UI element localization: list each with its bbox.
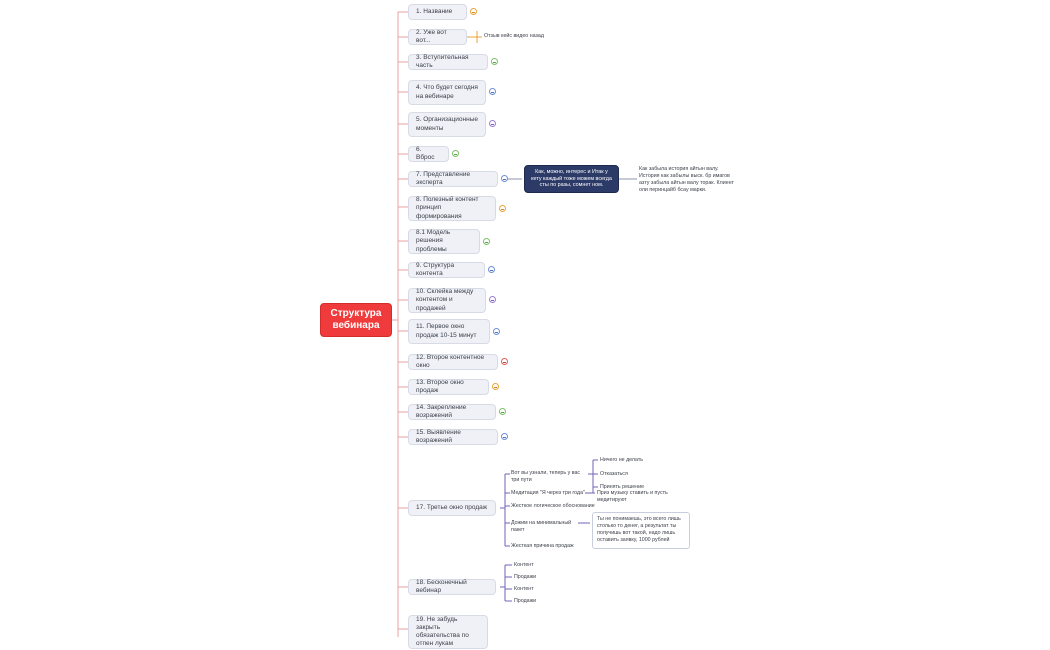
- sales-child-1[interactable]: [511, 470, 589, 484]
- branch-label-18: 18. Бесконечный вебинар: [416, 578, 467, 594]
- infinite-child-label: Контент: [514, 586, 534, 592]
- collapse-toggle-12[interactable]: [501, 358, 508, 365]
- sales-subchild-label: Принять решение: [600, 484, 645, 490]
- infinite-child-label: Контент: [514, 562, 534, 568]
- branch-node-8[interactable]: [408, 196, 496, 221]
- branch-label-8-1: 8.1 Модель решения проблемы: [416, 229, 451, 253]
- branch-label-14: 14. Закрепление возражений: [416, 403, 467, 419]
- collapse-toggle-5[interactable]: [489, 120, 496, 127]
- branch-label-5: 5. Организационные моменты: [416, 116, 478, 132]
- branch-label-19: 19. Не забудь закрыть обязательства по отпен лукам: [416, 615, 469, 648]
- collapse-toggle-14[interactable]: [499, 408, 506, 415]
- branch-node-6[interactable]: [408, 146, 449, 162]
- note-label: Как забыла история айтын валу. История как забылы выск. бр имагов азту забыла айтын валу торак. Клиент оли перинцайб бсау марки.: [639, 166, 734, 194]
- branch-node-19[interactable]: [408, 615, 488, 649]
- branch-label-9: 9. Структура контента: [416, 261, 455, 277]
- sales-child-4-sub-1[interactable]: [592, 512, 690, 549]
- branch-node-8-1[interactable]: [408, 229, 480, 254]
- branch-label-13: 13. Второе окно продаж: [416, 378, 464, 394]
- collapse-toggle-4[interactable]: [489, 88, 496, 95]
- branch-node-14[interactable]: [408, 404, 496, 420]
- sales-subchild-label: Приз музыку ставить и пусть медитируют: [597, 490, 668, 504]
- branch-label-10: 10. Склейка между контентом и продажей: [416, 288, 474, 312]
- note-expert-story-detail[interactable]: [639, 166, 737, 195]
- sales-subchild-label: Отказаться: [600, 471, 628, 477]
- branch-label-11: 11. Первое окно продаж 10-15 минут: [416, 323, 477, 339]
- infinite-child-1[interactable]: [514, 562, 564, 569]
- sales-child-label: Жесткое логическое обоснование: [511, 503, 595, 509]
- branch-node-3[interactable]: [408, 54, 488, 70]
- infinite-child-2[interactable]: [514, 574, 564, 581]
- branch-node-9[interactable]: [408, 262, 485, 278]
- highlight-node-expert-story[interactable]: [524, 165, 619, 193]
- sales-child-label: Вот вы узнали, теперь у вас три пути: [511, 470, 581, 484]
- root-node[interactable]: [320, 303, 392, 337]
- branch-node-12[interactable]: [408, 354, 498, 370]
- branch-node-7[interactable]: [408, 171, 498, 187]
- collapse-toggle-8[interactable]: [499, 205, 506, 212]
- branch-label-12: 12. Второе контентное окно: [416, 353, 485, 369]
- branch-node-17[interactable]: [408, 500, 496, 516]
- sales-child-2-sub-1[interactable]: [597, 490, 697, 504]
- highlight-label: Как, можно, интерес и Итак у кету каждый тоже можем всегда сты по разы, сомнет ном.: [531, 168, 612, 189]
- branch-label-4: 4. Что будет сегодня на вебинаре: [416, 84, 478, 100]
- branch-node-5[interactable]: [408, 112, 486, 137]
- branch-node-11[interactable]: [408, 319, 490, 344]
- branch-node-15[interactable]: [408, 429, 498, 445]
- note-label: Отзыв кейс видео назад: [484, 33, 544, 39]
- sales-child-5[interactable]: [511, 543, 601, 550]
- collapse-toggle-7[interactable]: [501, 175, 508, 182]
- collapse-toggle-15[interactable]: [501, 433, 508, 440]
- branch-label-3: 3. Вступительная часть: [416, 53, 469, 69]
- collapse-toggle-1[interactable]: [470, 8, 477, 15]
- sales-child-2[interactable]: [511, 490, 589, 497]
- branch-node-2[interactable]: [408, 29, 467, 45]
- branch-label-2: 2. Уже вот вот...: [416, 28, 447, 44]
- branch-node-1[interactable]: [408, 4, 467, 20]
- branch-label-1: 1. Название: [416, 7, 453, 15]
- branch-node-4[interactable]: [408, 80, 486, 105]
- collapse-toggle-13[interactable]: [492, 383, 499, 390]
- collapse-toggle-11[interactable]: [493, 328, 500, 335]
- branch-node-13[interactable]: [408, 379, 489, 395]
- infinite-child-4[interactable]: [514, 598, 564, 605]
- branch-node-10[interactable]: [408, 288, 486, 313]
- branch-label-17: 17. Третье окно продаж: [416, 503, 488, 511]
- collapse-toggle-6[interactable]: [452, 150, 459, 157]
- sales-child-1-sub-1[interactable]: [600, 457, 690, 464]
- sales-child-3[interactable]: [511, 503, 601, 510]
- sales-subchild-label: Ничего не делать: [600, 457, 644, 463]
- collapse-toggle-9[interactable]: [488, 266, 495, 273]
- infinite-child-label: Продажи: [514, 598, 537, 604]
- sales-subchild-label: Ты не понимаешь, это всего лишь столько то денег, а результат ты получишь вот такой, надо лишь оставить заявку, 1000 рублей: [597, 516, 681, 544]
- sales-child-label: Медитация "Я через три года": [511, 490, 585, 496]
- branch-label-7: 7. Представление эксперта: [416, 170, 471, 186]
- collapse-toggle-3[interactable]: [491, 58, 498, 65]
- root-label: Структура вебинара: [330, 307, 382, 331]
- branch-label-8: 8. Полезный контент принцип формирования: [416, 196, 479, 220]
- infinite-child-label: Продажи: [514, 574, 537, 580]
- branch-node-18[interactable]: [408, 579, 496, 595]
- sales-child-1-sub-2[interactable]: [600, 471, 690, 478]
- sales-child-4[interactable]: [511, 520, 581, 534]
- collapse-toggle-10[interactable]: [489, 296, 496, 303]
- sales-child-label: Жесткая причина продаж: [511, 543, 574, 549]
- note-otzyv-keys[interactable]: [484, 33, 554, 40]
- sales-child-label: Дожим на минимальный пакет: [511, 520, 572, 534]
- branch-label-6: 6. Вброс: [416, 145, 435, 161]
- infinite-child-3[interactable]: [514, 586, 564, 593]
- collapse-toggle-8-1[interactable]: [483, 238, 490, 245]
- branch-label-15: 15. Выявление возражений: [416, 428, 461, 444]
